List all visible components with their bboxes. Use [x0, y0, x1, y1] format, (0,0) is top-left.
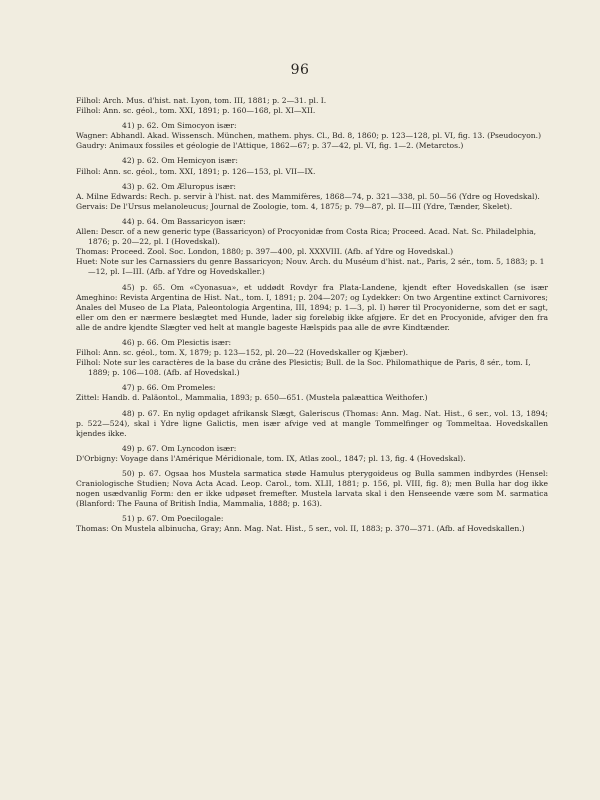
reference-line: Thomas: Proceed. Zool. Soc. London, 1880; p. 397—400, pl. XXXVIII. (Afb. af Ydre og Hovedskal.): [76, 247, 454, 257]
footnote-paragraph: 50) p. 67. Ogsaa hos Mustela sarmatica støde Hamulus pterygoideus og Bulla sammen indbyrdes (Hensel: Craniologische Studien; Nova Acta Acad. Leop. Carol., tom. XLII, 1881; p. 156, pl. VIII, fig. 8); men Bulla har dog ikke nogen usædvanlig Form: den er ikke udpøset fremefter. Mustela larvata skal i den Henseende være som M. sarmatica (Blanford: The Fauna of British India, Mammalia, 1888; p. 163).: [76, 469, 548, 509]
footnote-heading: 44) p. 64. Om Bassaricyon især:: [122, 216, 246, 226]
reference-line: Zittel: Handb. d. Paläontol., Mammalia, 1893; p. 650—651. (Mustela palæattica Weithofer.): [76, 393, 428, 403]
reference-line: Filhol: Arch. Mus. d'hist. nat. Lyon, tom. III, 1881; p. 2—31. pl. I.: [76, 96, 327, 105]
footnote-block-50: [76, 469, 548, 509]
reference-line: Filhol: Note sur les caractères de la base du crâne des Plesictis; Bull. de la Soc. Philomathique de Paris, 8 sér., tom. I, 1889; p. 106—108. (Afb. af Hovedskal.): [76, 358, 531, 378]
reference-line: Filhol: Ann. sc. géol., tom. XXI, 1891; p. 160—168, pl. XI—XII.: [76, 106, 316, 116]
reference-line: Huet: Note sur les Carnassiers du genre Bassaricyon; Nouv. Arch. du Muséum d'hist. nat., Paris, 2 sér., tom. 5, 1883; p. 1—12, pl. I—III. (Afb. af Ydre og Hovedskaller.): [76, 257, 545, 277]
footnotes-body: [76, 96, 548, 540]
reference-line: Wagner: Abhandl. Akad. Wissensch. München, mathem. phys. Cl., Bd. 8, 1860; p. 123—128, pl. VI, fig. 13. (Pseudocyon.): [76, 131, 542, 141]
reference-line: Filhol: Ann. sc. géol., tom. XXI, 1891; p. 126—153, pl. VII—IX.: [76, 166, 316, 176]
reference-line: Filhol: Ann. sc. géol., tom. X, 1879; p. 123—152, pl. 20—22 (Hovedskaller og Kjæber).: [76, 348, 408, 358]
footnote-heading: 49) p. 67. Om Lyncodon især:: [122, 443, 237, 453]
reference-line: Gervais: De l'Ursus melanoleucus; Journal de Zoologie, tom. 4, 1875; p. 79—87, pl. II—III (Ydre, Tænder, Skelet).: [76, 201, 513, 211]
footnote-block-41: [76, 121, 548, 151]
reference-line: D'Orbigny: Voyage dans l'Amérique Méridionale, tom. IX, Atlas zool., 1847; pl. 13, fig. 4 (Hovedskal).: [76, 453, 466, 463]
reference-line: Allen: Descr. of a new generic type (Bassaricyon) of Procyonidæ from Costa Rica; Proceed. Acad. Nat. Sc. Philadelphia, 1876; p. 20—22, pl. I (Hovedskal).: [76, 227, 537, 247]
reference-line: Gaudry: Animaux fossiles et géologie de l'Attique, 1862—67; p. 37—42, pl. VI, fig. 1—2. (Metarctos.): [76, 141, 464, 151]
footnote-block-49: [76, 444, 548, 464]
footnote-heading: 41) p. 62. Om Simocyon især:: [122, 121, 237, 131]
footnote-heading: 42) p. 62. Om Hemicyon især:: [122, 156, 238, 166]
footnote-block-48: [76, 409, 548, 439]
footnote-heading: 51) p. 67. Om Poecilogale:: [122, 514, 224, 524]
reference-line: Thomas: On Mustela albinucha, Gray; Ann. Mag. Nat. Hist., 5 ser., vol. II, 1883; p. 370—371. (Afb. af Hovedskallen.): [76, 524, 525, 534]
footnote-block-44: [76, 217, 548, 278]
reference-line: A. Milne Edwards: Rech. p. servir à l'hist. nat. des Mammifères, 1868—74, p. 321—338, pl. 50—56 (Ydre og Hovedskal).: [76, 191, 540, 201]
footnote-paragraph: 48) p. 67. En nylig opdaget afrikansk Slægt, Galeriscus (Thomas: Ann. Mag. Nat. Hist., 6 ser., vol. 13, 1894; p. 522—524), skal i Ydre ligne Galictis, men især afvige ved at mangle Tommelfinger og Tommeltaa. Hovedskallen kjendes ikke.: [76, 408, 548, 438]
footnote-block-51: [76, 514, 548, 534]
footnote-heading: 46) p. 66. Om Plesictis især:: [122, 337, 232, 347]
page-number: 96: [290, 62, 310, 78]
footnote-block-43: [76, 182, 548, 212]
footnote-heading: 43) p. 62. Om Æluropus især:: [122, 181, 236, 191]
footnote-paragraph: 45) p. 65. Om «Cyonasua», et uddødt Rovdyr fra Plata-Landene, kjendt efter Hovedskallen (se især Ameghino: Revista Argentina de Hist. Nat., tom. I, 1891; p. 204—207; og Lydekker: On two Argentine extinct Carnivores; Anales del Museo de La Plata, Paleontologia Argentina, III, 1894; p. 1—3, pl. I) hører til Procyoniderne, som det er sagt, eller om den er nærmere beslægtet med Hunde, lader sig foreløbig ikke afgjøre. Er det en Procyonide, afviger den fra alle de andre kjendte Slægter ved helt at mangle bageste Hælspids paa alle de øvre Kindtænder.: [76, 282, 548, 332]
footnote-block-46: [76, 338, 548, 378]
footnote-block-40: [76, 96, 548, 116]
footnote-heading: 47) p. 66. Om Promeles:: [122, 383, 216, 393]
footnote-block-47: [76, 383, 548, 403]
footnote-block-45: [76, 283, 548, 333]
footnote-block-42: [76, 156, 548, 176]
